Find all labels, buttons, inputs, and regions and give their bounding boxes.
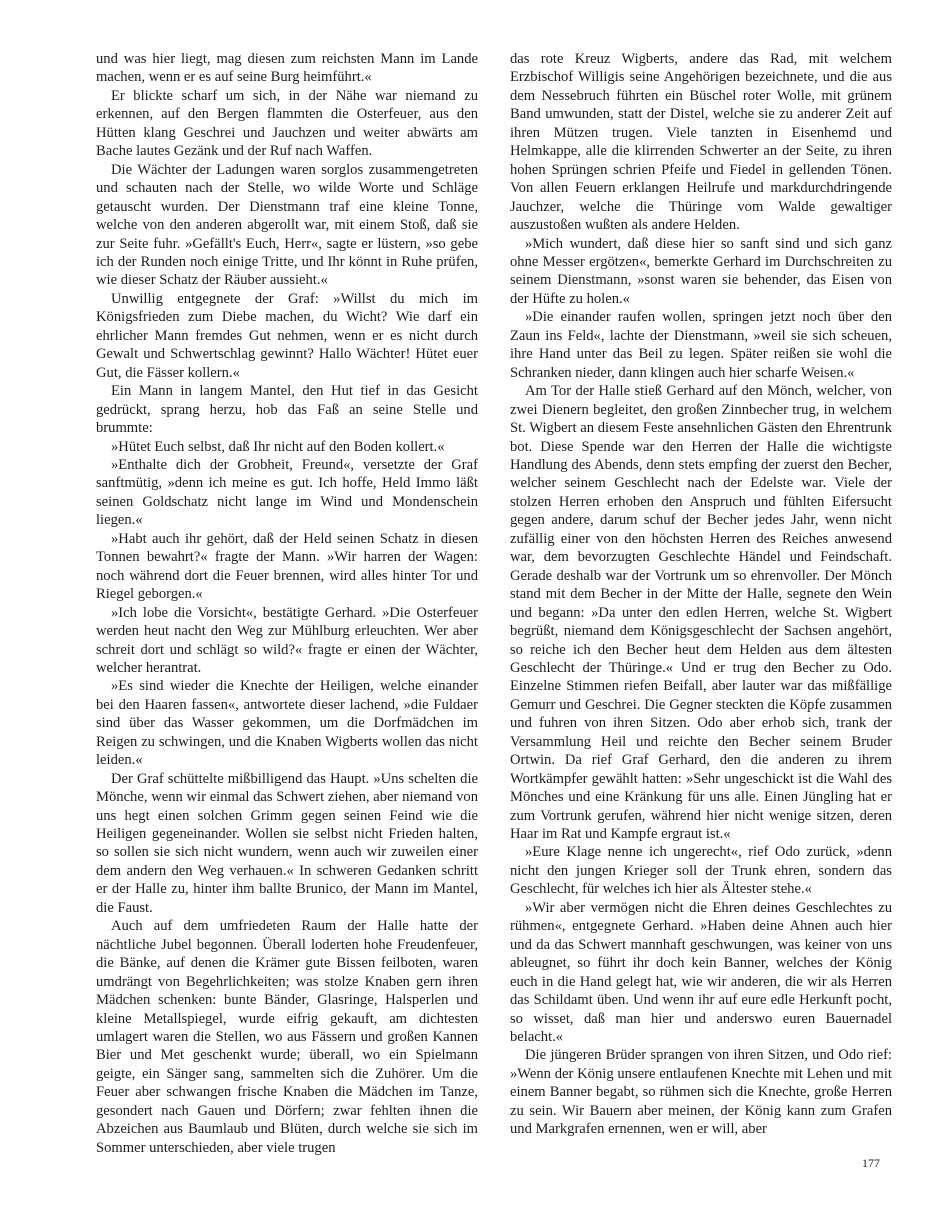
page-number: 177 [862,1156,880,1170]
paragraph: »Es sind wieder die Knechte der Heiligen, welche einander bei den Haaren fassen«, antwortete dieser lachend, »die Fuldaer sind über das Wasser gekommen, um die Dorfmädchen im Reigen zu schwingen, und die Knaben Wigberts wollen das nicht leiden.« [96,678,478,769]
paragraph: Der Graf schüttelte mißbilligend das Haupt. »Uns schelten die Mönche, wenn wir einmal das Schwert ziehen, aber niemand von uns hegt einen solchen Grimm gegen seinen Feind wie die Heiligen gegeneinander. Wollen sie selbst nicht Frieden halten, so sollen sie sich nicht wundern, wenn auch wir zuweilen einer dem andern den Weg verhauen.« In schweren Gedanken schritt er der Halle zu, hinter ihm ballte Brunico, der Mann im Mantel, die Faust. [96,770,478,916]
paragraph: »Mich wundert, daß diese hier so sanft sind und sich ganz ohne Messer ergötzen«, bemerkte Gerhard im Durchschreiten zu seinem Dienstmann, »sonst waren sie behender, das Eisen von der Hüfte zu holen.« [510,235,892,307]
paragraph: Unwillig entgegnete der Graf: »Willst du mich im Königsfrieden zum Diebe machen, du Wicht? Wie darf ein ehrlicher Mann fremdes Gut nehmen, wenn er es nicht durch Gewalt und Schwertschlag gewinnt? Hallo Wächter! Hütet euer Gut, die Fässer kollern.« [96,290,478,381]
right-text-column [510,50,892,1139]
paragraph: »Hütet Euch selbst, daß Ihr nicht auf den Boden kollert.« [111,438,445,455]
paragraph: »Ich lobe die Vorsicht«, bestätigte Gerhard. »Die Osterfeuer werden heut nacht den Weg zur Mühlburg erleuchten. Wer aber schreit dort und schlägt so wild?« fragte er einen der Wächter, welcher herantrat. [96,604,478,676]
paragraph: das rote Kreuz Wigberts, andere das Rad, mit welchem Erzbischof Willigis seine Angehörigen bezeichnete, und die aus dem Nessebruch führten ein Büschel roter Wolle, mit grünem Band umwunden, statt der Distel, welche sie zu anderer Zeit auf ihren Mützen trugen. Viele tanzten in Eisenhemd und Helmkappe, alle die klirrenden Schwerter an der Seite, zu ihren hohen Sprüngen schrien Pfeife und Fiedel in gellenden Tönen. Von allen Feuern erklangen Heilrufe und markdurchdringende Jauchzer, welche die Thüringe vom Walde gewaltiger auszustoßen wußten als andere Helden. [510,51,892,234]
paragraph: Die Wächter der Ladungen waren sorglos zusammengetreten und schauten nach der Stelle, wo wilde Worte und Schläge getauscht wurden. Der Dienstmann traf eine kleine Tonne, welche von den anderen abgerollt war, mit einem Stoß, daß sie zur Seite fuhr. »Gefällt's Euch, Herr«, sagte er lüstern, »so gebe ich der Runden noch einige Tritte, und Ihr könnt in Ruhe prüfen, wie dieser Schatz der Räuber aussieht.« [96,161,478,289]
paragraph: »Enthalte dich der Grobheit, Freund«, versetzte der Graf sanftmütig, »denn ich meine es gut. Ich hoffe, Held Immo läßt seinen Goldschatz nicht lange im Wind und Mondenschein liegen.« [96,456,478,529]
paragraph: und was hier liegt, mag diesen zum reichsten Mann im Lande machen, wenn er es auf seine Burg heimführt.« [96,51,478,86]
paragraph: »Die einander raufen wollen, springen jetzt noch über den Zaun ins Feld«, lachte der Dienstmann, »weil sie sich scheuen, ihre Hand unter das Beil zu legen. Später reißen sie wohl die Schranken nieder, dann klingen auch hier scharfe Weisen.« [510,309,892,381]
paragraph: Ein Mann in langem Mantel, den Hut tief in das Gesicht gedrückt, sprang herzu, hob das Faß an seine Stelle und brummte: [96,383,478,437]
paragraph: »Habt auch ihr gehört, daß der Held seinen Schatz in diesen Tonnen bewahrt?« fragte der Mann. »Wir harren der Wagen: noch während dort die Feuer brennen, wird alles hinter Tor und Riegel geborgen.« [96,530,478,603]
paragraph: »Wir aber vermögen nicht die Ehren deines Geschlechtes zu rühmen«, entgegnete Gerhard. »Haben deine Ahnen auch hier und da das Schwert mannhaft geschwungen, was keiner von uns ableugnet, so führt ihr doch kein Banner, welches der König euch in die Hand gelegt hat, wie wir anderen, die wir als Herren das Schildamt üben. Und wenn ihr auf eure edle Herkunft pocht, so wisset, daß man hier und anderswo euren Bauernadel belacht.« [510,899,892,1046]
paragraph: Die jüngeren Brüder sprangen von ihren Sitzen, und Odo rief: »Wenn der König unsere entlaufenen Knechte mit Lehen und mit einem Banner begabt, so rühmen sich die Knechte, große Herren zu sein. Wir Bauern aber meinen, der König kann zum Grafen und Markgrafen ernennen, wen er will, aber [510,1047,892,1138]
paragraph: Auch auf dem umfriedeten Raum der Halle hatte der nächtliche Jubel begonnen. Überall loderten hohe Freudenfeuer, die Bänke, auf denen die Krämer gute Bissen feilboten, waren umdrängt von Begehrlichkeiten; was stolze Knaben gern ihren Mädchen schenken: bunte Bänder, Glasringe, Halsperlen und kleine Metallspiegel, wurde eifrig gekauft, am dichtesten umlagert waren die Stellen, wo aus Fässern und großen Kannen Bier und Met geschenkt wurde; überall, wo ein Spielmann geigte, ein Sänger sang, sammelten sich die Zuhörer. Um die Feuer aber schwangen frische Knaben die Mädchen im Tanze, gesondert nach Gauen und Dörfern; zwar fehlten ihnen die Abzeichen aus Baumlaub und Blüten, durch welche sie sich im Sommer unterschieden, aber viele trugen [96,918,478,1156]
paragraph: Er blickte scharf um sich, in der Nähe war niemand zu erkennen, auf den Bergen flammten die Osterfeuer, aus den Hütten klang Geschrei und Jauchzen und weiter abwärts am Bache lautes Gezänk und der Ruf nach Waffen. [96,87,478,160]
paragraph: Am Tor der Halle stieß Gerhard auf den Mönch, welcher, von zwei Dienern begleitet, den großen Zinnbecher trug, in welchem St. Wigbert an diesem Feste ansehnlichen Gästen den Ehrentrunk bot. Diese Spende war den Herren der Halle die wichtigste Handlung des Abends, denn stets empfing der zuerst den Becher, welcher seinem Geschlecht nach der Edelste war. Viele der stolzen Herren erhoben den Anspruch und fühlten Eifersucht gegen andere, darum schuf der Becher jedes Jahr, wenn nicht zufällig einer von den höchsten Herren des Reiches anwesend war, dem bevorzugten Geschlechte Händel und Feindschaft. Gerade deshalb war der Vortrunk um so ehrenvoller. Der Mönch stand mit dem Becher in der Mitte der Halle, segnete den Wein und begann: »Da unter den edlen Herren, welche St. Wigbert begrüßt, niemand dem Königsgeschlecht der Sachsen angehört, so reiche ich den Becher heut dem Helden aus dem ältesten Geschlecht der Thüringe.« Und er trug den Becher zu Odo. Einzelne Stimmen riefen Beifall, aber lauter war das mißfällige Gemurr und Geschrei. Die Gegner steckten die Köpfe zusammen und fuhren von ihren Sitzen. Odo aber erhob sich, trank der Versammlung Heil und reichte den Becher seinem Bruder Ortwin. Da rief Graf Gerhard, den die anderen zu ihrem Wortkämpfer gewählt hatten: »Sehr ungeschickt ist die Wahl des Mönches und eine Kränkung für uns alle. Einen Jüngling hat er zum Vortrunk gerufen, während hier nicht wenige sitzen, deren Haar im Rat und Kampfe ergraut ist.« [510,383,892,843]
paragraph: »Eure Klage nenne ich ungerecht«, rief Odo zurück, »denn nicht den jungen Krieger soll der Trunk ehren, sondern das Geschlecht, für welches ich hier als Ältester stehe.« [510,844,892,898]
left-text-column [96,50,478,1157]
